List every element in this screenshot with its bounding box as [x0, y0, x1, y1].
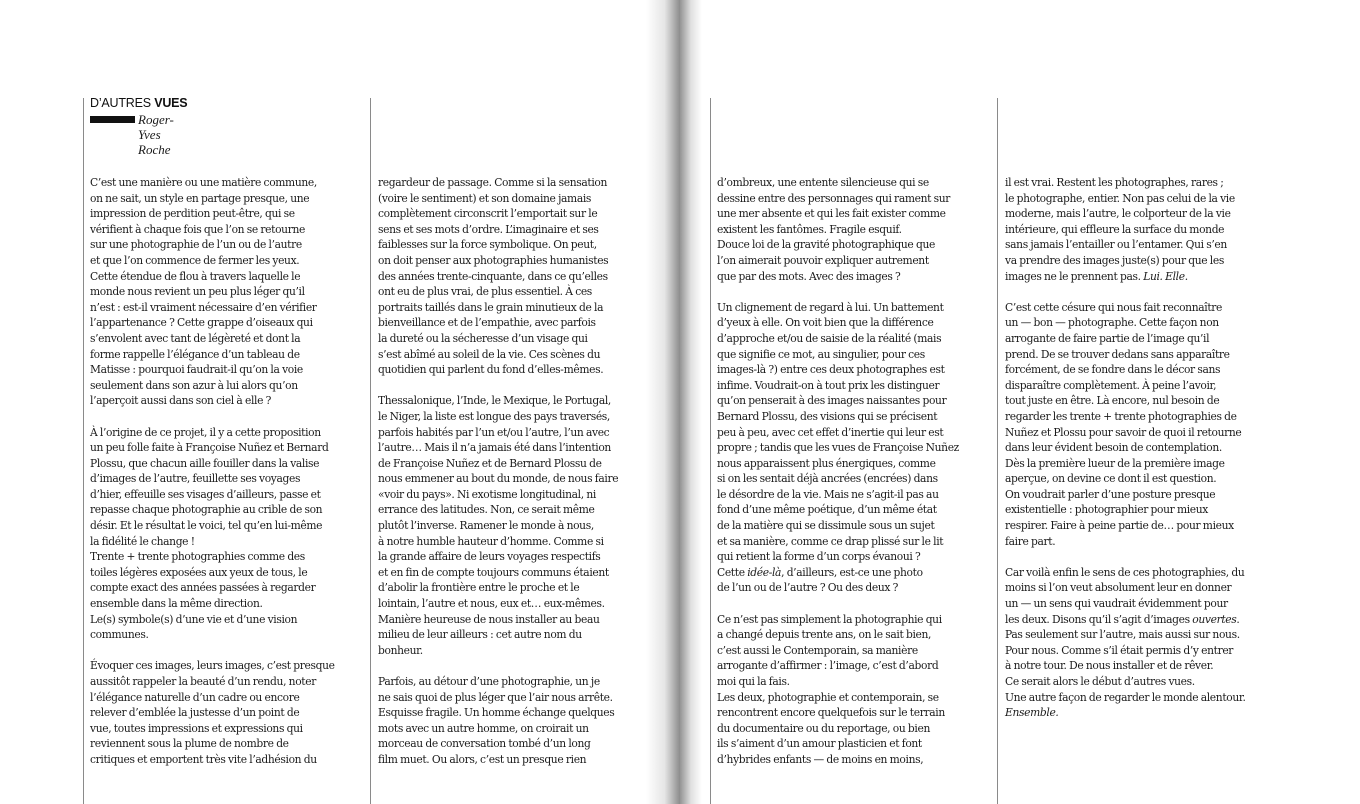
italic-text: idée-là: [747, 565, 782, 579]
text-line: le Niger, la liste est longue des pays traversés,: [378, 409, 610, 423]
text-line: d’images de l’autre, feuillette ses voyages: [90, 472, 301, 486]
paragraph-break: [717, 284, 959, 300]
text-line: Un clignement de regard à lui. Un battement: [717, 300, 944, 314]
text-line: à notre humble hauteur d’homme. Comme si: [378, 534, 604, 548]
text-line: moderne, mais l’autre, le colporteur de la vie: [1005, 207, 1231, 221]
text-line: complètement circonscrit l’emportait sur le: [378, 207, 598, 221]
text-line: un peu folle faite à Françoise Nuñez et Bernard: [90, 441, 329, 455]
text-line: et en fin de compte toujours communs étaient: [378, 565, 609, 579]
paragraph-break: [90, 409, 335, 425]
text-line: un — bon — photographe. Cette façon non: [1005, 316, 1219, 330]
text-column-4: [1005, 175, 1246, 721]
text-line: le désordre de la vie. Mais ne s’agit-il pas au: [717, 487, 939, 501]
text-line: film muet. Ou alors, c’est un presque rien: [378, 752, 587, 766]
text-line: à notre tour. De nous installer et de rêver.: [1005, 659, 1214, 673]
text-line: faire part.: [1005, 534, 1056, 548]
text-line: d’abolir la frontière entre le proche et le: [378, 581, 580, 595]
text-line: s’est abîmé au soleil de la vie. Ces scènes du: [378, 347, 601, 361]
text-line: d’hybrides enfants — de moins en moins,: [717, 752, 924, 766]
text-line: désir. Et le résultat le voici, tel qu’en lui-même: [90, 519, 323, 533]
column-rule: [710, 98, 711, 804]
column-rule: [997, 98, 998, 804]
text-line: relever d’emblée la justesse d’un point de: [90, 706, 300, 720]
text-line: Ce n’est pas simplement la photographie qui: [717, 612, 942, 626]
text-line: vue, toutes impressions et expressions qui: [90, 721, 303, 735]
section-title-prefix: D’AUTRES: [90, 96, 155, 110]
text-line: repasse chaque photographie au crible de son: [90, 503, 323, 517]
text-line: Thessalonique, l’Inde, le Mexique, le Portugal,: [378, 394, 611, 408]
text-line: Cette idée-là, d’ailleurs, est-ce une photo: [717, 565, 923, 579]
text-line: À l’origine de ce projet, il y a cette proposition: [90, 425, 321, 439]
text-line: Le(s) symbole(s) d’une vie et d’une vision: [90, 612, 298, 626]
paragraph-break: [378, 378, 618, 394]
text-line: ensemble dans la même direction.: [90, 597, 263, 611]
text-line: On voudrait parler d’une posture presque: [1005, 487, 1216, 501]
text-column-2: [378, 175, 618, 768]
text-line: compte exact des années passées à regarder: [90, 581, 316, 595]
text-line: la dureté ou la sécheresse d’un visage qui: [378, 331, 588, 345]
text-line: un — un sens qui vaudrait évidemment pour: [1005, 597, 1228, 611]
text-line: Car voilà enfin le sens de ces photographies, du: [1005, 565, 1245, 579]
column-rule: [370, 98, 371, 804]
text-line: si on les sentait déjà ancrées (encrées) dans: [717, 472, 938, 486]
text-line: monde nous revient un peu plus léger qu’il: [90, 285, 305, 299]
author-name: Roger-Yves Roche: [138, 112, 174, 157]
text-line: prend. De se trouver dedans sans apparaître: [1005, 347, 1230, 361]
text-line: C’est une manière ou une matière commune,: [90, 176, 317, 189]
italic-text: Lui. Elle.: [1143, 269, 1188, 283]
text-line: Nuñez et Plossu pour savoir de quoi il retourne: [1005, 425, 1242, 439]
text-line: que signifie ce mot, au singulier, pour ces: [717, 347, 925, 361]
text-line: communes.: [90, 628, 149, 642]
text-line: propre ; tandis que les vues de Françoise Nuñez: [717, 441, 959, 455]
section-title-bold: VUES: [154, 96, 188, 110]
text-line: intérieure, qui effleure la surface du monde: [1005, 222, 1225, 236]
text-line: et que l’on commence de fermer les yeux.: [90, 253, 300, 267]
text-line: l’aperçoit aussi dans son ciel à elle ?: [90, 394, 271, 408]
text-line: l’on aimerait pouvoir expliquer autrement: [717, 253, 929, 267]
section-title: [90, 96, 187, 111]
paragraph-break: [717, 596, 959, 612]
text-line: portraits taillés dans le grain minutieux de la: [378, 300, 604, 314]
text-line: Cette étendue de flou à travers laquelle le: [90, 269, 301, 283]
text-line: Plossu, que chacun aille fouiller dans la valise: [90, 456, 320, 470]
text-line: qu’on penserait à des images naissantes pour: [717, 394, 947, 408]
text-line: impression de perdition peut-être, qui se: [90, 207, 295, 221]
text-line: Matisse : pourquoi faudrait-il qu’on la voie: [90, 363, 303, 377]
text-line: arrogante de faire partie de l’image qu’il: [1005, 331, 1210, 345]
text-line: «voir du pays». Ni exotisme longitudinal, ni: [378, 487, 596, 501]
text-line: Les deux, photographie et contemporain, se: [717, 690, 939, 704]
text-line: d’ombreux, une entente silencieuse qui se: [717, 176, 929, 189]
text-line: nous apparaissent plus énergiques, comme: [717, 456, 936, 470]
text-line: les deux. Disons qu’il s’agit d’images ouvertes.: [1005, 612, 1240, 626]
text-line: dans leur évident besoin de contemplation.: [1005, 441, 1222, 455]
text-line: d’hier, effeuille ses visages d’ailleurs, passe et: [90, 487, 321, 501]
gutter-shadow-right: [680, 0, 702, 804]
text-line: regarder les trente + trente photographies de: [1005, 409, 1237, 423]
text-line: Esquisse fragile. Un homme échange quelques: [378, 706, 615, 720]
byline-bar: [90, 116, 135, 123]
text-line: l’appartenance ? Cette grappe d’oiseaux qui: [90, 316, 313, 330]
text-line: tout juste en être. Là encore, nul besoin de: [1005, 394, 1220, 408]
text-line: aussitôt rappeler la beauté d’un rendu, noter: [90, 675, 316, 688]
text-line: rencontrent encore quelquefois sur le terrain: [717, 706, 945, 720]
text-line: de Françoise Nuñez et de Bernard Plossu de: [378, 456, 602, 470]
text-column-3: [717, 175, 959, 768]
paragraph-break: [90, 643, 335, 659]
paragraph-break: [1005, 549, 1246, 565]
text-line: arrogante d’affirmer : l’image, c’est d’abord: [717, 659, 939, 673]
text-line: n’est : est-il vraiment nécessaire d’en vérifier: [90, 300, 317, 314]
text-line: forme rappelle l’élégance d’un tableau de: [90, 347, 300, 361]
text-line: toiles légères exposées aux yeux de tous, le: [90, 565, 308, 579]
text-line: de la matière qui se dissimule sous un sujet: [717, 519, 935, 533]
text-line: Une autre façon de regarder le monde alentour.: [1005, 690, 1246, 704]
text-line: forcément, de se fondre dans le décor sans: [1005, 363, 1221, 377]
text-line: des années trente-cinquante, dans ce qu’elles: [378, 269, 608, 283]
text-line: existent les fantômes. Fragile esquif.: [717, 222, 902, 236]
text-line: bienveillance et de l’empathie, avec parfois: [378, 316, 596, 330]
text-line: vérifient à chaque fois que l’on se retourne: [90, 222, 305, 236]
text-line: images-là ?) entre ces deux photographes est: [717, 363, 945, 377]
text-line: on doit penser aux photographies humanistes: [378, 253, 609, 267]
text-line: quotidien qui parlent du fond d’elles-mêmes.: [378, 363, 604, 377]
text-line: nous emmener au bout du monde, de nous faire: [378, 472, 619, 486]
text-line: regardeur de passage. Comme si la sensation: [378, 176, 608, 189]
text-line: le photographe, entier. Non pas celui de la vie: [1005, 191, 1235, 205]
text-line: images ne le prennent pas. Lui. Elle.: [1005, 269, 1188, 283]
text-line: une mer absente et qui les fait exister comme: [717, 207, 946, 221]
paragraph-break: [378, 658, 618, 674]
gutter-shadow-left: [646, 0, 680, 804]
text-line: de l’un ou de l’autre ? Ou des deux ?: [717, 581, 898, 595]
text-line: sens et ses mots d’ordre. L’imaginaire et ses: [378, 222, 599, 236]
text-line: il est vrai. Restent les photographes, rares ;: [1005, 176, 1224, 189]
text-line: la grande affaire de leurs voyages respectifs: [378, 550, 601, 564]
text-line: moins si l’on veut absolument leur en donner: [1005, 581, 1232, 595]
text-line: Pas seulement sur l’autre, mais aussi sur nous.: [1005, 628, 1240, 642]
text-line: ils s’aiment d’un amour plasticien et font: [717, 737, 922, 751]
text-line: Douce loi de la gravité photographique que: [717, 238, 935, 252]
article-header: [90, 96, 188, 157]
text-line: du documentaire ou du reportage, ou bien: [717, 721, 930, 735]
text-line: ne sais quoi de plus léger que l’air nous arrête.: [378, 690, 613, 704]
text-line: parfois habités par l’un et/ou l’autre, l’un avec: [378, 425, 610, 439]
text-line: dessine entre des personnages qui rament sur: [717, 191, 951, 205]
text-line: et sa manière, comme ce drap plissé sur le lit: [717, 534, 944, 548]
text-line: peu à peu, avec cet effet d’inertie qui leur est: [717, 425, 944, 439]
text-line: d’yeux à elle. On voit bien que la différence: [717, 316, 934, 330]
text-line: respirer. Faire à peine partie de… pour mieux: [1005, 519, 1234, 533]
text-line: qui retient la forme d’un corps évanoui ?: [717, 550, 921, 564]
text-line: moi qui la fais.: [717, 675, 790, 688]
text-line: plutôt l’inverse. Ramener le monde à nous,: [378, 519, 594, 533]
text-column-1: [90, 175, 335, 768]
text-line: seulement dans son azur à lui alors qu’on: [90, 378, 298, 392]
text-line: l’autre… Mais il n’a jamais été dans l’intention: [378, 441, 611, 455]
column-rule: [83, 98, 84, 804]
text-line: faiblesses sur la force symbolique. On peut,: [378, 238, 597, 252]
text-line: ont eu de plus vrai, de plus essentiel. À ces: [378, 285, 592, 299]
text-line: bonheur.: [378, 643, 423, 657]
text-line: Pour nous. Comme s’il était permis d’y entrer: [1005, 643, 1234, 657]
text-line: aperçue, on devine ce dont il est question.: [1005, 472, 1217, 486]
italic-text: ouvertes: [1192, 612, 1237, 626]
text-line: la fidélité le change !: [90, 534, 195, 548]
text-line: Bernard Plossu, des visions qui se précisent: [717, 409, 938, 423]
byline: [90, 112, 187, 157]
text-line: sur une photographie de l’un ou de l’autre: [90, 238, 302, 252]
text-line: c’est aussi le Contemporain, sa manière: [717, 643, 918, 657]
italic-text: Ensemble.: [1005, 706, 1059, 720]
text-line: s’envolent avec tant de légèreté et dont la: [90, 331, 301, 345]
text-line: [1005, 705, 1246, 721]
text-line: milieu de leur ailleurs : cet autre nom du: [378, 628, 582, 642]
text-line: critiques et emportent très vite l’adhésion du: [90, 752, 317, 766]
text-line: infime. Voudrait-on à tout prix les distinguer: [717, 378, 940, 392]
text-line: errance des latitudes. Non, ce serait même: [378, 503, 595, 517]
text-line: lointain, l’autre et nous, eux et… eux-mêmes.: [378, 597, 605, 611]
text-line: Trente + trente photographies comme des: [90, 550, 305, 564]
text-line: Parfois, au détour d’une photographie, un je: [378, 675, 600, 688]
text-line: fond d’une même poétique, d’un même état: [717, 503, 937, 517]
text-line: va prendre des images juste(s) pour que les: [1005, 253, 1224, 267]
text-line: l’élégance naturelle d’un cadre ou encore: [90, 690, 300, 704]
text-line: Dès la première lueur de la première image: [1005, 456, 1225, 470]
text-line: on ne sait, un style en partage presque, une: [90, 191, 310, 205]
text-line: mots avec un autre homme, on croirait un: [378, 721, 589, 735]
text-line: a changé depuis trente ans, on le sait bien,: [717, 628, 932, 642]
text-line: morceau de conversation tombé d’un long: [378, 737, 591, 751]
text-line: Manière heureuse de nous installer au beau: [378, 612, 600, 626]
text-line: que par des mots. Avec des images ?: [717, 269, 901, 283]
text-line: reviennent sous la plume de nombre de: [90, 737, 289, 751]
text-line: disparaître complètement. À peine l’avoir,: [1005, 378, 1217, 392]
text-line: sans jamais l’entailler ou l’entamer. Qui s’en: [1005, 238, 1227, 252]
text-line: existentielle : photographier pour mieux: [1005, 503, 1208, 517]
text-line: Ce serait alors le début d’autres vues.: [1005, 675, 1195, 688]
text-line: (voire le sentiment) et son domaine jamais: [378, 191, 592, 205]
text-line: Évoquer ces images, leurs images, c’est presque: [90, 659, 335, 673]
text-line: d’approche et/ou de saisie de la réalité (mais: [717, 331, 942, 345]
text-line: C’est cette césure qui nous fait reconnaître: [1005, 300, 1223, 314]
paragraph-break: [1005, 284, 1246, 300]
